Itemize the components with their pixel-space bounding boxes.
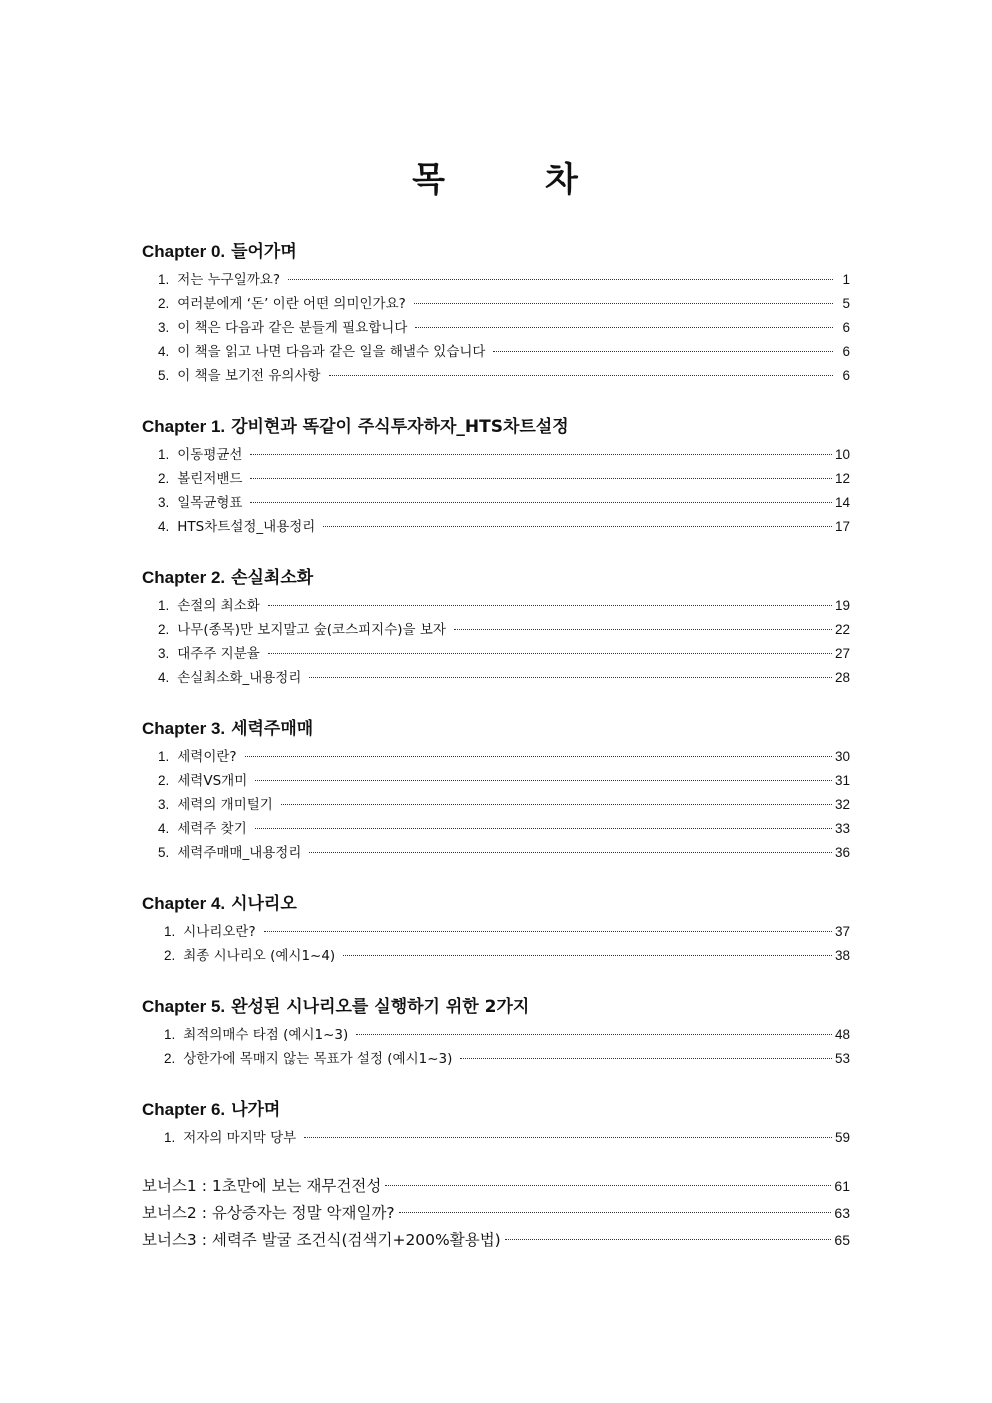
toc-entry[interactable] xyxy=(142,920,850,944)
entry-number: 4. xyxy=(158,519,170,534)
entry-label: 손실최소화_내용정리 xyxy=(177,670,302,686)
entry-number: 4. xyxy=(158,670,170,685)
entry-number: 4. xyxy=(158,344,170,359)
toc-entry[interactable] xyxy=(142,515,850,539)
entry-label: 시나리오란? xyxy=(183,924,256,940)
toc-entry[interactable] xyxy=(142,618,850,642)
entry-label: 이 책은 다음과 같은 분들게 필요합니다 xyxy=(177,320,408,336)
page-number: 30 xyxy=(834,749,850,764)
page-number: 17 xyxy=(834,519,850,534)
chapter-heading[interactable] xyxy=(142,415,850,439)
chapter-heading[interactable] xyxy=(142,995,850,1019)
dot-leader xyxy=(304,1137,832,1138)
entry-number: 2. xyxy=(164,948,176,963)
toc-entry[interactable] xyxy=(142,292,850,316)
entry-number: 5. xyxy=(158,368,170,383)
entry-number: 1. xyxy=(164,924,176,939)
dot-leader xyxy=(281,804,832,805)
entry-label: 여러분에게 ‘돈’ 이란 어떤 의미인가요? xyxy=(177,296,406,312)
chapter-section xyxy=(142,892,850,968)
entry-number: 1. xyxy=(158,598,170,613)
toc-entry[interactable] xyxy=(142,841,850,865)
entry-label: 세력이란? xyxy=(177,749,237,765)
entry-number: 3. xyxy=(158,495,170,510)
toc-entry[interactable] xyxy=(142,268,850,292)
chapter-heading[interactable] xyxy=(142,566,850,590)
page-number: 28 xyxy=(834,670,850,685)
entry-number: 5. xyxy=(158,845,170,860)
table-of-contents xyxy=(142,240,850,1254)
page-number: 59 xyxy=(834,1130,850,1145)
entry-number: 2. xyxy=(158,622,170,637)
chapter-number: Chapter 3. xyxy=(142,719,226,738)
entry-label: 볼린저밴드 xyxy=(177,471,243,487)
chapter-number: Chapter 0. xyxy=(142,242,226,261)
dot-leader xyxy=(288,279,833,280)
entry-number: 3. xyxy=(158,320,170,335)
toc-entry[interactable] xyxy=(142,364,850,388)
page-number: 22 xyxy=(834,622,850,637)
entry-label: 이 책을 읽고 나면 다음과 같은 일을 해낼수 있습니다 xyxy=(177,344,486,360)
dot-leader xyxy=(414,303,833,304)
chapter-title: 들어가며 xyxy=(231,242,297,262)
bonus-section xyxy=(142,1173,850,1254)
dot-leader xyxy=(454,629,832,630)
entry-label: 최종 시나리오 (예시1~4) xyxy=(183,948,336,964)
toc-entry[interactable] xyxy=(142,491,850,515)
chapter-heading[interactable] xyxy=(142,892,850,916)
dot-leader xyxy=(505,1239,832,1240)
dot-leader xyxy=(399,1212,832,1213)
chapter-title: 강비현과 똑같이 주식투자하자_HTS차트설정 xyxy=(231,417,569,437)
dot-leader xyxy=(268,653,832,654)
chapter-title: 나가며 xyxy=(231,1100,281,1120)
toc-entry[interactable] xyxy=(142,944,850,968)
bonus-label: 보너스2 : 유상증자는 정말 악재일까? xyxy=(142,1204,395,1222)
dot-leader xyxy=(250,478,831,479)
chapter-section xyxy=(142,717,850,865)
dot-leader xyxy=(250,502,831,503)
entry-label: 저자의 마지막 당부 xyxy=(183,1130,297,1146)
toc-entry[interactable] xyxy=(142,1047,850,1071)
page-number: 38 xyxy=(834,948,850,963)
dot-leader xyxy=(309,852,832,853)
page-number: 27 xyxy=(834,646,850,661)
chapter-title: 완성된 시나리오를 실행하기 위한 2가지 xyxy=(231,997,530,1017)
dot-leader xyxy=(309,677,832,678)
page-number: 6 xyxy=(842,320,850,335)
dot-leader xyxy=(264,931,832,932)
entry-label: 세력VS개미 xyxy=(177,773,248,789)
entry-number: 2. xyxy=(164,1051,176,1066)
bonus-label: 보너스1 : 1초만에 보는 재무건전성 xyxy=(142,1177,382,1195)
page-number: 6 xyxy=(842,344,850,359)
chapter-section xyxy=(142,240,850,388)
toc-entry[interactable] xyxy=(142,594,850,618)
toc-entry[interactable] xyxy=(142,745,850,769)
toc-entry[interactable] xyxy=(142,467,850,491)
entry-label: 손절의 최소화 xyxy=(177,598,260,614)
page-number: 10 xyxy=(834,447,850,462)
page-number: 53 xyxy=(834,1051,850,1066)
page-number: 63 xyxy=(834,1205,850,1221)
chapter-title: 세력주매매 xyxy=(231,719,314,739)
dot-leader xyxy=(245,756,832,757)
page-number: 32 xyxy=(834,797,850,812)
page-number: 65 xyxy=(834,1232,850,1248)
entry-label: 세력의 개미털기 xyxy=(177,797,273,813)
chapter-title: 시나리오 xyxy=(231,894,297,914)
chapter-number: Chapter 4. xyxy=(142,894,226,913)
page-number: 33 xyxy=(834,821,850,836)
dot-leader xyxy=(255,780,832,781)
page-title xyxy=(0,152,992,201)
bonus-label: 보너스3 : 세력주 발굴 조건식(검색기+200%활용법) xyxy=(142,1231,501,1249)
entry-number: 1. xyxy=(158,272,170,287)
toc-entry[interactable] xyxy=(142,316,850,340)
page-number: 14 xyxy=(834,495,850,510)
dot-leader xyxy=(323,526,832,527)
entry-label: 저는 누구일까요? xyxy=(177,272,281,288)
page-number: 19 xyxy=(834,598,850,613)
entry-number: 1. xyxy=(164,1027,176,1042)
dot-leader xyxy=(493,351,833,352)
entry-label: 나무(종목)만 보지말고 숲(코스피지수)을 보자 xyxy=(177,622,446,638)
chapter-number: Chapter 1. xyxy=(142,417,226,436)
page-number: 1 xyxy=(842,272,850,287)
entry-number: 2. xyxy=(158,471,170,486)
dot-leader xyxy=(268,605,832,606)
entry-number: 3. xyxy=(158,797,170,812)
entry-label: 최적의매수 타점 (예시1~3) xyxy=(183,1027,349,1043)
entry-label: 상한가에 목매지 않는 목표가 설정 (예시1~3) xyxy=(183,1051,453,1067)
chapter-section xyxy=(142,1098,850,1150)
chapter-section xyxy=(142,415,850,539)
bonus-entry[interactable] xyxy=(142,1200,850,1227)
entry-number: 4. xyxy=(158,821,170,836)
dot-leader xyxy=(343,955,832,956)
dot-leader xyxy=(356,1034,832,1035)
entry-number: 1. xyxy=(158,447,170,462)
dot-leader xyxy=(255,828,832,829)
toc-entry[interactable] xyxy=(142,666,850,690)
chapter-heading[interactable] xyxy=(142,240,850,264)
page-number: 36 xyxy=(834,845,850,860)
entry-label: 대주주 지분율 xyxy=(177,646,260,662)
toc-entry[interactable] xyxy=(142,1126,850,1150)
entry-label: 이동평균선 xyxy=(177,447,243,463)
toc-entry[interactable] xyxy=(142,443,850,467)
page-number: 48 xyxy=(834,1027,850,1042)
toc-entry[interactable] xyxy=(142,1023,850,1047)
entry-label: 세력주 찾기 xyxy=(177,821,247,837)
toc-entry[interactable] xyxy=(142,793,850,817)
dot-leader xyxy=(329,375,833,376)
chapter-number: Chapter 2. xyxy=(142,568,226,587)
page-number: 6 xyxy=(842,368,850,383)
chapter-title: 손실최소화 xyxy=(231,568,314,588)
entry-number: 2. xyxy=(158,773,170,788)
entry-number: 1. xyxy=(158,749,170,764)
toc-entry[interactable] xyxy=(142,340,850,364)
entry-label: 일목균형표 xyxy=(177,495,243,511)
page-number: 5 xyxy=(842,296,850,311)
dot-leader xyxy=(385,1185,831,1186)
toc-entry[interactable] xyxy=(142,817,850,841)
toc-entry[interactable] xyxy=(142,642,850,666)
toc-entry[interactable] xyxy=(142,769,850,793)
dot-leader xyxy=(415,327,833,328)
entry-number: 2. xyxy=(158,296,170,311)
dot-leader xyxy=(250,454,831,455)
entry-number: 3. xyxy=(158,646,170,661)
chapter-heading[interactable] xyxy=(142,1098,850,1122)
chapter-heading[interactable] xyxy=(142,717,850,741)
entry-label: HTS차트설정_내용정리 xyxy=(177,519,316,535)
page-title-char: 목 xyxy=(412,160,447,200)
entry-label: 이 책을 보기전 유의사항 xyxy=(177,368,321,384)
chapter-section xyxy=(142,995,850,1071)
page-number: 12 xyxy=(834,471,850,486)
dot-leader xyxy=(460,1058,832,1059)
entry-label: 세력주매매_내용정리 xyxy=(177,845,302,861)
chapter-number: Chapter 5. xyxy=(142,997,226,1016)
bonus-entry[interactable] xyxy=(142,1173,850,1200)
chapter-number: Chapter 6. xyxy=(142,1100,226,1119)
page-number: 31 xyxy=(834,773,850,788)
page-number: 61 xyxy=(834,1178,850,1194)
page-number: 37 xyxy=(834,924,850,939)
entry-number: 1. xyxy=(164,1130,176,1145)
chapter-section xyxy=(142,566,850,690)
page-title-char: 차 xyxy=(545,160,580,200)
bonus-entry[interactable] xyxy=(142,1227,850,1254)
